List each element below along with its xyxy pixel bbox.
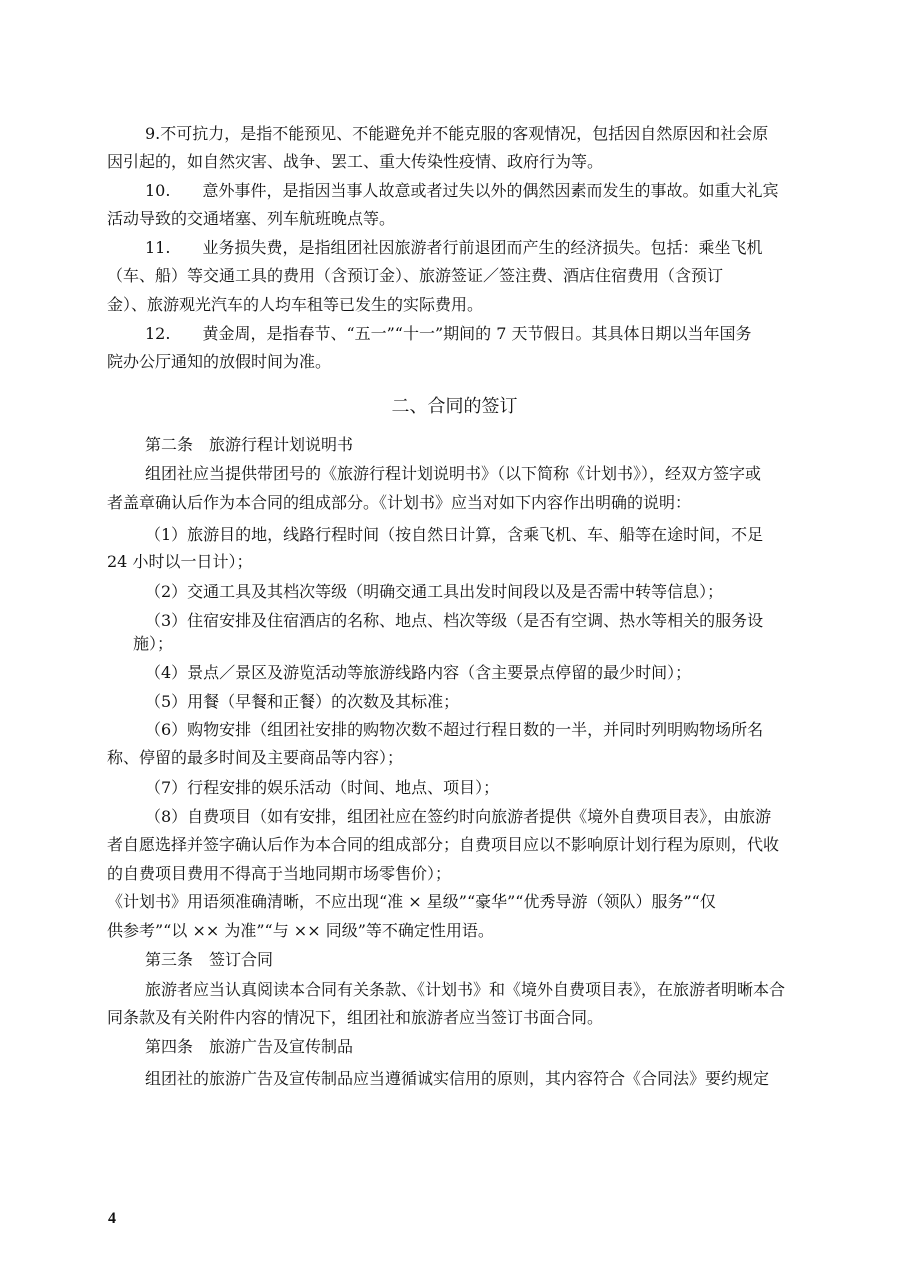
text-line: （6）购物安排（组团社安排的购物次数不超过行程日数的一半，并同时列明购物场所名 [145, 720, 764, 739]
text-line: 10. 意外事件，是指因当事人故意或者过失以外的偶然因素而发生的事故。如重大礼宾 [145, 181, 779, 200]
text-line: （5）用餐（早餐和正餐）的次数及其标准； [145, 692, 460, 711]
text-line: 因引起的，如自然灾害、战争、罢工、重大传染性疫情、政府行为等。 [107, 152, 604, 171]
text-line: 院办公厅通知的放假时间为准。 [107, 352, 332, 371]
text-line: 者自愿选择并签字确认后作为本合同的组成部分；自费项目应以不影响原计划行程为原则，代收 [107, 835, 780, 854]
text-line: （1）旅游目的地，线路行程时间（按自然日计算，含乘飞机、车、船等在途时间，不足 [145, 525, 764, 544]
text-line: 组团社应当提供带团号的《旅游行程计划说明书》（以下简称《计划书》），经双方签字或 [145, 464, 762, 483]
text-line: 施）； [133, 634, 174, 653]
article-title: 第四条 旅游广告及宣传制品 [145, 1037, 354, 1056]
text-line: （3）住宿安排及住宿酒店的名称、地点、档次等级（是否有空调、热水等相关的服务设 [145, 611, 764, 630]
text-line: 12. 黄金周，是指春节、“五一”“十一”期间的 7 天节假日。其具体日期以当年国务 [145, 324, 752, 343]
text-line: 的自费项目费用不得高于当地同期市场零售价）； [107, 864, 452, 883]
section-heading: 二、合同的签订 [391, 396, 518, 417]
text-line: 称、停留的最多时间及主要商品等内容）； [107, 748, 404, 767]
text-line: 供参考”“以 ×× 为准”“与 ×× 同级”等不确定性用语。 [107, 921, 494, 940]
text-line: （7）行程安排的娱乐活动（时间、地点、项目）； [145, 778, 500, 797]
text-line: 《计划书》用语须准确清晰，不应出现“准 × 星级”“豪华”“优秀导游（领队）服务”“仅 [107, 892, 716, 911]
text-line: 组团社的旅游广告及宣传制品应当遵循诚实信用的原则，其内容符合《合同法》要约规定 [145, 1069, 770, 1088]
text-line: 活动导致的交通堵塞、列车航班晚点等。 [107, 209, 396, 228]
text-line: （8）自费项目（如有安排，组团社应在签约时向旅游者提供《境外自费项目表》，由旅游 [145, 807, 772, 826]
article-title: 第二条 旅游行程计划说明书 [145, 435, 354, 454]
text-line: 11. 业务损失费，是指组团社因旅游者行前退团而产生的经济损失。包括：乘坐飞机 [145, 238, 763, 257]
text-line: 同条款及有关附件内容的情况下，组团社和旅游者应当签订书面合同。 [107, 1008, 604, 1027]
text-line: （2）交通工具及其档次等级（明确交通工具出发时间段以及是否需中转等信息）； [145, 582, 724, 601]
text-line: 旅游者应当认真阅读本合同有关条款、《计划书》和《境外自费项目表》，在旅游者明晰本合 [145, 980, 786, 999]
text-line: 者盖章确认后作为本合同的组成部分。《计划书》应当对如下内容作出明确的说明： [107, 493, 692, 512]
text-line: （4）景点／景区及游览活动等旅游线路内容（含主要景点停留的最少时间）； [145, 663, 692, 682]
article-title: 第三条 签订合同 [145, 950, 274, 969]
text-line: 9.不可抗力，是指不能预见、不能避免并不能克服的客观情况，包括因自然原因和社会原 [145, 124, 769, 143]
text-line: 24 小时以一日计）； [107, 552, 253, 571]
page-number: 4 [108, 1210, 116, 1227]
text-line: （车、船）等交通工具的费用（含预订金）、旅游签证／签注费、酒店住宿费用（含预订 [107, 266, 724, 285]
text-line: 金）、旅游观光汽车的人均车租等已发生的实际费用。 [107, 295, 484, 314]
